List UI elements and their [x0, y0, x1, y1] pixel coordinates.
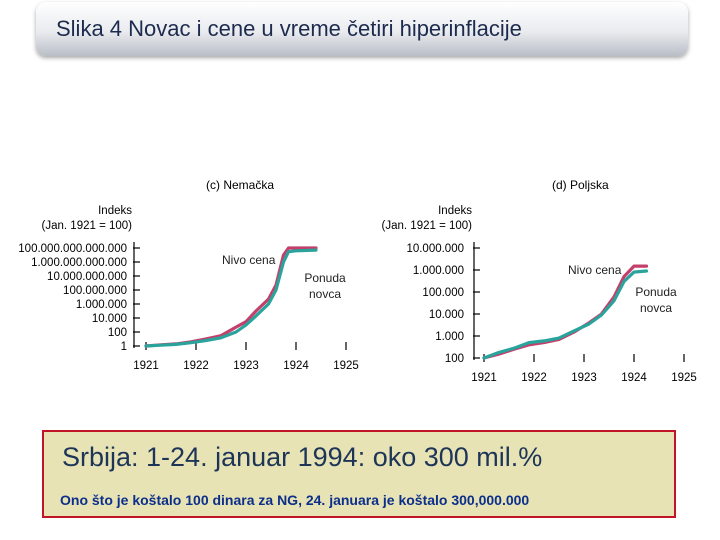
chart-title: (d) Poljska: [552, 178, 609, 192]
x-tick-label: 1924: [621, 372, 647, 384]
y-tick-label: 10.000: [428, 309, 464, 321]
y-tick-label: 100: [107, 327, 127, 339]
y-tick-label: 1.000: [435, 331, 464, 343]
slide-title: Slika 4 Novac i cene u vreme četiri hiperinflacije: [56, 16, 522, 41]
chart-panel-germany: [0, 170, 360, 390]
chart-panel-poland: [356, 170, 716, 390]
callout-headline: Srbija: 1-24. januar 1994: oko 300 mil.%: [62, 442, 543, 472]
serbia-callout: [42, 430, 676, 518]
series-label-money-text: Ponuda novca: [304, 271, 346, 301]
x-tick-label: 1922: [183, 360, 209, 372]
y-tick-label: 10.000.000: [406, 243, 464, 255]
callout-note: Ono što je koštalo 100 dinara za NG, 24. januara je koštalo 300,000.000: [60, 492, 530, 508]
y-tick-label: 100: [444, 353, 464, 365]
y-tick-label: 1.000.000.000.000: [31, 257, 127, 269]
y-tick-label: 100.000.000.000.000: [18, 243, 127, 255]
x-tick-label: 1923: [571, 372, 597, 384]
y-tick-label: 1.000.000: [75, 299, 127, 311]
y-tick-label: 100.000: [422, 287, 464, 299]
series-label-money: [294, 270, 356, 302]
x-tick-label: 1924: [283, 360, 309, 372]
y-tick-label: 10.000.000.000: [47, 271, 127, 283]
y-tick-label: 100.000.000: [63, 285, 127, 297]
y-axis-title-text: Indeks (Jan. 1921 = 100): [381, 205, 472, 232]
x-tick-label: 1925: [671, 372, 697, 384]
series-line-money-supply: [484, 271, 647, 358]
x-tick-label: 1921: [133, 360, 159, 372]
series-label-money: [628, 284, 684, 316]
series-label-money-text: Ponuda novca: [635, 285, 677, 315]
title-bar: [36, 2, 688, 56]
y-tick-label: 10.000: [91, 313, 127, 325]
x-tick-label: 1922: [521, 372, 547, 384]
series-label-price: Nivo cena: [568, 263, 622, 277]
x-tick-label: 1921: [471, 372, 497, 384]
chart-plot-poland: [356, 170, 716, 390]
y-tick-label: 1.000.000: [412, 265, 464, 277]
series-line-price-level: [484, 266, 647, 358]
x-tick-label: 1923: [233, 360, 259, 372]
x-tick-label: 1925: [333, 360, 359, 372]
y-axis-title-text: Indeks (Jan. 1921 = 100): [41, 205, 132, 232]
series-label-price: Nivo cena: [222, 253, 276, 267]
chart-title: (c) Nemačka: [206, 178, 275, 192]
y-tick-label: 1: [120, 341, 127, 353]
